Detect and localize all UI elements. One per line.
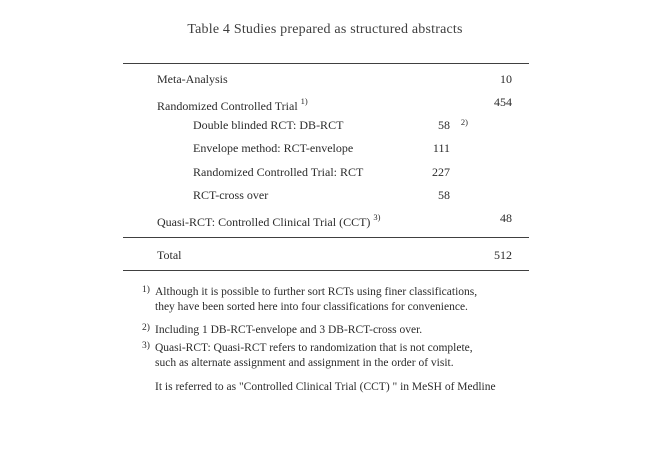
footnote-marker-2: 2) — [142, 323, 150, 333]
footnote-3 — [142, 341, 567, 371]
footnote-text: Including 1 DB-RCT-envelope and 3 DB-RCT-cross over. — [155, 324, 423, 336]
row-value: 111 — [432, 141, 450, 156]
footnote-text: It is referred to as "Controlled Clinical Trial (CCT) " in MeSH of Medline — [155, 381, 496, 393]
table-row-quasi-rct — [123, 207, 529, 230]
row-label: Envelope method: RCT-envelope — [193, 141, 354, 156]
footnote-text: they have been sorted here into four classifications for convenience. — [155, 301, 468, 313]
footnotes-section — [142, 285, 567, 395]
row-label: Meta-Analysis — [157, 71, 228, 86]
data-table — [123, 63, 529, 271]
footnote-ref-2: 2) — [460, 116, 468, 127]
table-row-rct-crossover — [123, 184, 529, 207]
table-row-db-rct — [123, 114, 529, 137]
footnote-2 — [142, 323, 567, 338]
row-value: 58 — [438, 187, 450, 202]
footnote-text: such as alternate assignment and assignment in the order of visit. — [155, 357, 454, 369]
footnote-marker-1: 1) — [142, 285, 150, 295]
row-value: 227 — [432, 164, 450, 179]
row-label-text: Randomized Controlled Trial — [157, 98, 298, 113]
table-row-total — [123, 238, 529, 270]
footnote-ref-1: 1) — [300, 95, 308, 106]
table-body — [123, 64, 529, 237]
table-caption: Table 4 Studies prepared as structured abstracts — [187, 22, 463, 37]
table-row-rct-plain — [123, 161, 529, 184]
footnote-1 — [142, 285, 567, 315]
row-label: Randomized Controlled Trial: RCT — [193, 164, 364, 179]
row-label: RCT-cross over — [193, 187, 269, 202]
table-row-rct-envelope — [123, 137, 529, 160]
table-row-meta-analysis — [123, 68, 529, 91]
table-row-rct — [123, 91, 529, 114]
total-label: Total — [157, 248, 182, 262]
footnote-text: Although it is possible to further sort RCTs using finer classifications, — [155, 286, 478, 298]
row-label — [157, 207, 381, 234]
footnote-text: Quasi-RCT: Quasi-RCT refers to randomization that is not complete, — [155, 342, 473, 354]
footnote-marker-3: 3) — [142, 341, 150, 351]
row-value: 58 — [438, 118, 450, 133]
total-value: 512 — [494, 248, 512, 262]
row-value: 48 — [500, 211, 512, 226]
row-value: 454 — [494, 94, 512, 109]
row-value: 10 — [500, 71, 512, 86]
footnote-ref-3: 3) — [373, 212, 381, 223]
footnote-addendum — [142, 380, 567, 395]
row-label: Double blinded RCT: DB-RCT — [193, 118, 344, 133]
row-label-text: Quasi-RCT: Controlled Clinical Trial (CCT) — [157, 215, 371, 230]
